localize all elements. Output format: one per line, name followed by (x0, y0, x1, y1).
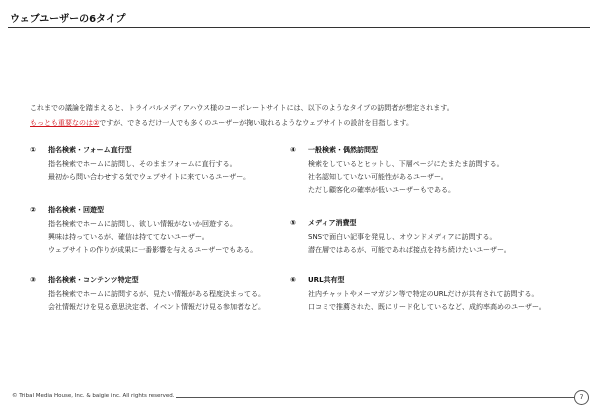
user-type-number: ③ (30, 276, 36, 284)
user-type-line: 検索をしているとヒットし、下層ページにたまたま訪問する。 (308, 160, 504, 168)
user-type-line: 興味は持っているが、確信は持ててないユーザー。 (48, 233, 209, 241)
user-type-line: 社名認知していない可能性があるユーザー。 (308, 173, 448, 181)
user-type-line: 口コミで推薦された、既にリード化しているなど、成約率高めのユーザー。 (308, 303, 546, 311)
footer-copyright: © Tribal Media House, Inc. & baigie inc. All rights reserved. (12, 393, 175, 399)
user-type-line: 潜在層ではあるが、可能であれば接点を持ち続けたいユーザー。 (308, 246, 511, 254)
user-type-line: ウェブサイトの作りが成果に一番影響を与えるユーザーでもある。 (48, 246, 258, 254)
intro-line-1: これまでの議論を踏まえると、トライバルメディアハウス様のコーポレートサイトには、以下のようなタイプの訪問者が想定されます。 (30, 104, 454, 112)
user-type-2 (30, 205, 257, 257)
page-title: ウェブユーザーの6タイプ (10, 14, 126, 25)
user-type-number: ④ (290, 146, 296, 154)
user-type-line: 指名検索でホームに訪問し、そのままフォームに直行する。 (48, 160, 237, 168)
intro-text (30, 101, 454, 131)
user-type-number: ① (30, 146, 36, 154)
user-type-6 (290, 275, 546, 314)
user-type-1 (30, 145, 250, 184)
user-type-title: 指名検索・回遊型 (48, 206, 104, 214)
user-type-number: ⑥ (290, 276, 296, 284)
user-type-number: ② (30, 206, 36, 214)
user-type-title: メディア消費型 (308, 219, 357, 227)
user-type-line: 社内チャットやメーマガジン等で特定のURLだけが共有されて訪問する。 (308, 290, 539, 298)
title-divider (8, 27, 590, 28)
user-type-number: ⑤ (290, 219, 296, 227)
user-type-title: 指名検索・フォーム直行型 (48, 146, 132, 154)
user-type-title: URL共有型 (308, 276, 345, 284)
user-type-line: SNSで面白い記事を発見し、オウンドメディアに訪問する。 (308, 233, 497, 241)
footer-divider (176, 397, 574, 398)
user-type-line: 指名検索でホームに訪問するが、見たい情報がある程度決まってる。 (48, 290, 265, 298)
user-type-line: 会社情報だけを見る意思決定者、イベント情報だけ見る参加者など。 (48, 303, 265, 311)
user-type-line: ただし顧客化の確率が低いユーザーもである。 (308, 186, 455, 194)
user-type-5 (290, 218, 511, 257)
user-type-line: 指名検索でホームに訪問し、欲しい情報がないか回遊する。 (48, 220, 237, 228)
intro-line-2-rest: ですが、できるだけ一人でも多くのユーザーが掬い取れるようなウェブサイトの設計を目指します。 (99, 119, 413, 127)
user-type-4 (290, 145, 504, 197)
user-type-title: 一般検索・偶然訪問型 (308, 146, 378, 154)
intro-highlight: もっとも重要なのは② (30, 119, 100, 127)
user-type-line: 最初から問い合わせする気でウェブサイトに来ているユーザー。 (48, 173, 250, 181)
page-number: 7 (574, 390, 589, 405)
intro-line-2 (30, 116, 454, 131)
user-type-title: 指名検索・コンテンツ特定型 (48, 276, 139, 284)
user-type-3 (30, 275, 265, 314)
